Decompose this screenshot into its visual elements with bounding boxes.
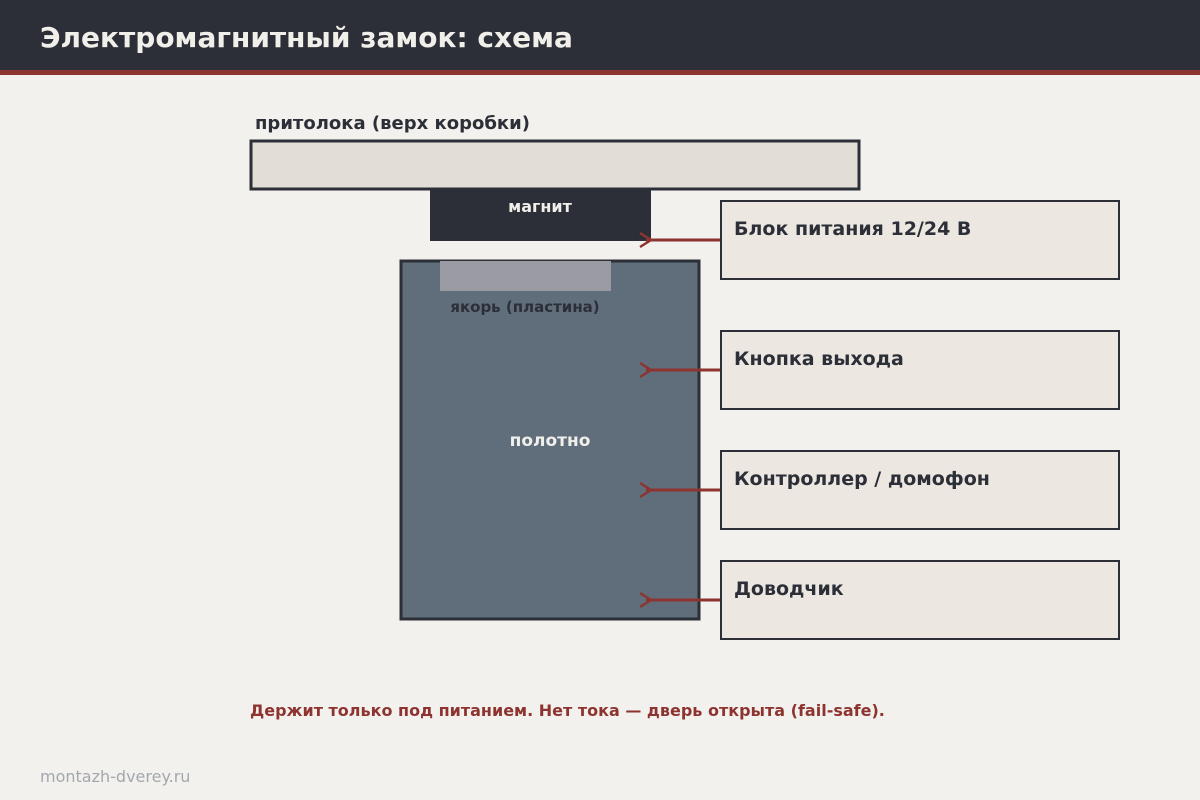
- armature-label: якорь (пластина): [450, 298, 600, 316]
- connection-box: [721, 561, 1119, 639]
- connection-power-supply: [640, 201, 1119, 279]
- connection-label: Контроллер / домофон: [734, 468, 990, 490]
- connection-label: Блок питания 12/24 В: [734, 218, 972, 240]
- armature-plate: [440, 261, 611, 291]
- connection-door-closer: [640, 561, 1119, 639]
- lintel: [251, 141, 859, 189]
- door-label: полотно: [509, 431, 591, 451]
- magnet-label: магнит: [508, 197, 572, 216]
- connection-controller: [640, 451, 1119, 529]
- site-watermark: montazh-dverey.ru: [40, 767, 191, 786]
- connection-exit-button: [640, 331, 1119, 409]
- connection-label: Доводчик: [734, 578, 844, 600]
- page-title: Электромагнитный замок: схема: [40, 21, 573, 54]
- fail-safe-note: Держит только под питанием. Нет тока — дверь открыта (fail-safe).: [250, 701, 885, 720]
- connection-label: Кнопка выхода: [734, 348, 904, 370]
- connection-box: [721, 331, 1119, 409]
- lintel-label: притолока (верх коробки): [255, 113, 530, 134]
- connection-box: [721, 451, 1119, 529]
- connection-box: [721, 201, 1119, 279]
